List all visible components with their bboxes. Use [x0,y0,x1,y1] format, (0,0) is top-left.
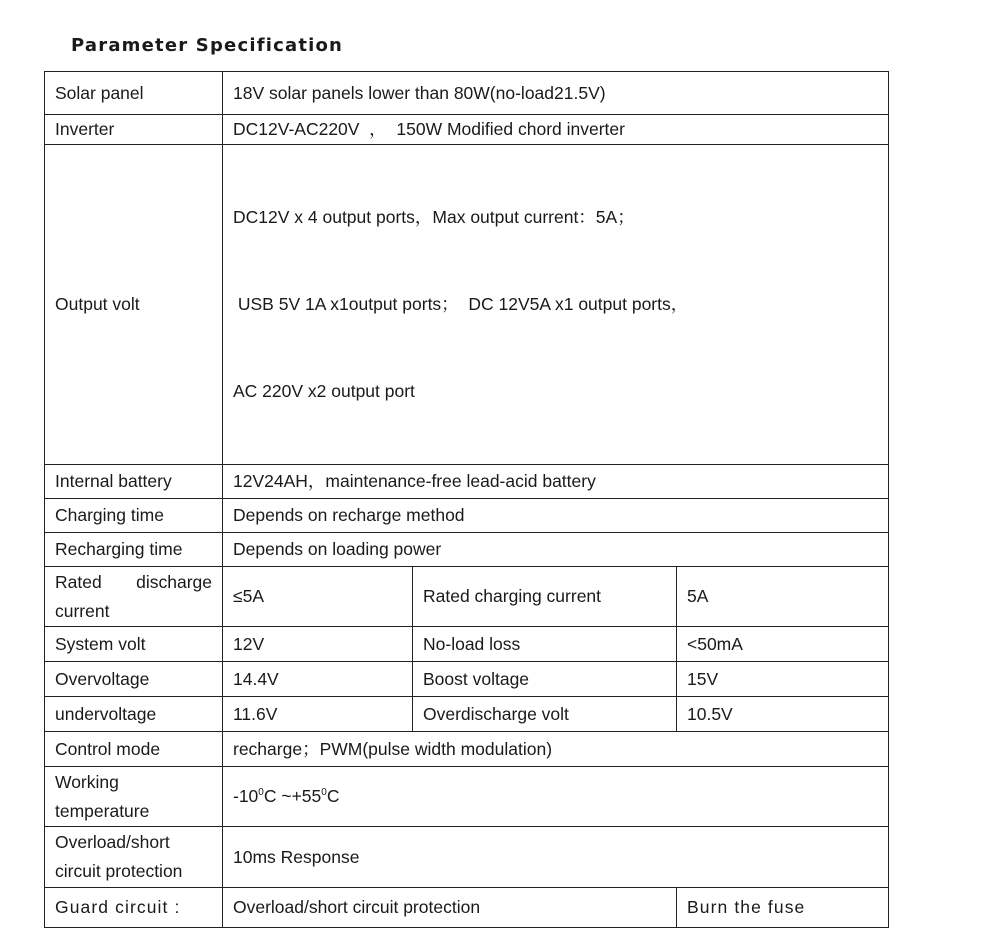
row-label: Charging time [45,499,223,533]
label-line: current [55,600,110,621]
label-line: Overload/short [55,832,170,852]
row-label [45,767,223,827]
row-value [223,145,889,465]
row-value: 10ms Response [223,827,889,888]
row-label: No-load loss [413,627,677,662]
row-value: <50mA [677,627,889,662]
table-row [45,888,889,928]
label-line: Rated discharge [55,571,212,592]
row-label: Guard circuit : [45,888,223,928]
degree-mark: 0 [321,787,327,799]
output-line: DC12V x 4 output ports，Max output current：5A； [233,207,635,227]
row-label: Overdischarge volt [413,697,677,732]
row-label: Inverter [45,115,223,145]
row-value: 10.5V [677,697,889,732]
degree-mark: 0 [258,787,264,799]
table-row [45,662,889,697]
table-row [45,732,889,767]
table-row [45,145,889,465]
row-label [45,827,223,888]
row-label [45,567,223,627]
row-label: Rated charging current [413,567,677,627]
table-row [45,567,889,627]
row-value: ≤5A [223,567,413,627]
row-label: Internal battery [45,465,223,499]
row-label: Control mode [45,732,223,767]
row-value: Depends on loading power [223,533,889,567]
table-row [45,627,889,662]
table-row [45,465,889,499]
output-line: USB 5V 1A x1output ports； DC 12V5A x1 output ports， [233,294,689,314]
label-line: circuit protection [55,861,183,881]
row-value: Depends on recharge method [223,499,889,533]
row-value [223,767,889,827]
table-row [45,115,889,145]
row-label: Recharging time [45,533,223,567]
row-label: Solar panel [45,72,223,115]
row-value: 5A [677,567,889,627]
row-value: DC12V-AC220V ， 150W Modified chord inverter [223,115,889,145]
label-line: Working [55,771,119,792]
row-value: 12V24AH，maintenance-free lead-acid battery [223,465,889,499]
temp-range: C ~+55 [263,786,322,806]
row-label: Boost voltage [413,662,677,697]
table-row [45,533,889,567]
row-value: 12V [223,627,413,662]
row-value: 18V solar panels lower than 80W(no-load21.5V) [223,72,889,115]
page-title: Parameter Specification [71,35,344,56]
row-value: Overload/short circuit protection [223,888,677,928]
table-row [45,827,889,888]
row-value: 14.4V [223,662,413,697]
row-value: recharge；PWM(pulse width modulation) [223,732,889,767]
row-label: Overvoltage [45,662,223,697]
temp-unit: C [326,786,340,806]
row-label: System volt [45,627,223,662]
table-row [45,767,889,827]
row-value: Burn the fuse [677,888,889,928]
row-label: undervoltage [45,697,223,732]
output-line: AC 220V x2 output port [233,381,415,401]
table-row [45,697,889,732]
table-row [45,499,889,533]
temp-min: -10 [233,786,259,806]
row-value: 11.6V [223,697,413,732]
row-value: 15V [677,662,889,697]
spec-table [44,71,889,928]
table-row [45,72,889,115]
label-line: temperature [55,800,150,821]
row-label: Output volt [45,145,223,465]
